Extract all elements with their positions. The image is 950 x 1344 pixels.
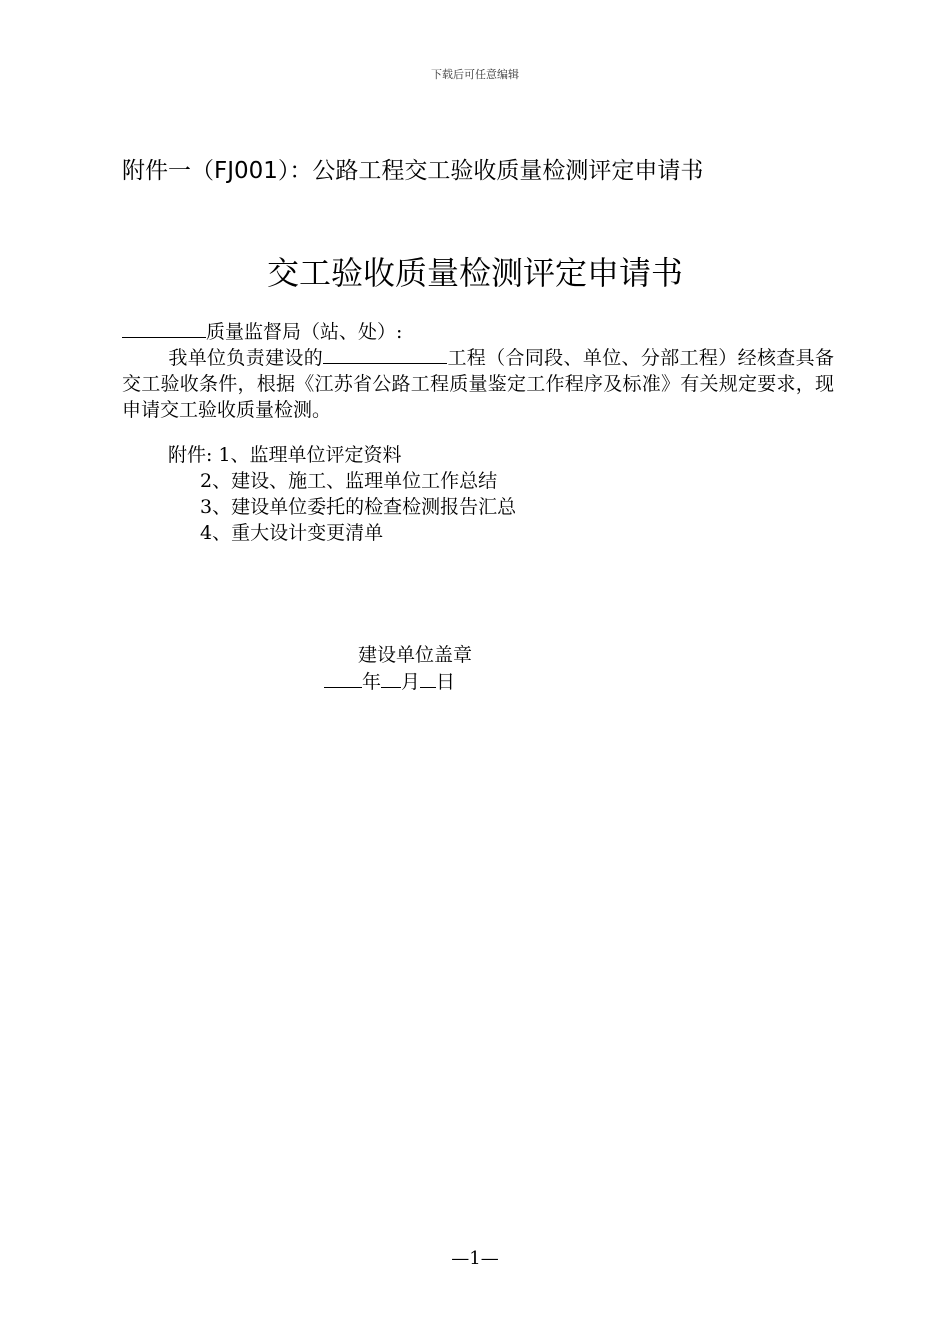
- project-name-blank[interactable]: [323, 344, 447, 364]
- attachment-item: 3、建设单位委托的检查检测报告汇总: [200, 496, 517, 518]
- day-label: 日: [436, 671, 456, 693]
- year-label: 年: [362, 671, 382, 693]
- attachments-heading: [168, 442, 402, 468]
- addressee-line: [122, 318, 402, 345]
- year-blank[interactable]: [324, 668, 362, 688]
- bureau-name-blank[interactable]: [122, 318, 206, 338]
- addressee-suffix: 质量监督局（站、处）:: [206, 321, 403, 343]
- attachment-item: 4、重大设计变更清单: [200, 522, 384, 544]
- attachments-label: 附件:: [168, 444, 213, 466]
- header-note: 下载后可任意编辑: [431, 68, 519, 81]
- application-paragraph: [122, 344, 834, 423]
- document-title: 交工验收质量检测评定申请书: [266, 254, 683, 292]
- attachment-item: 2、建设、施工、监理单位工作总结: [200, 470, 498, 492]
- month-blank[interactable]: [381, 668, 401, 688]
- attachment-item: 1、监理单位评定资料: [218, 444, 402, 466]
- page-number: —1—: [451, 1248, 499, 1269]
- seal-line: 建设单位盖章: [358, 644, 473, 666]
- month-label: 月: [401, 671, 421, 693]
- date-line: [324, 668, 455, 695]
- paragraph-part2: 工程（合同段、单位、分部工程）经核查具备交工验收条件，根据《江苏省公路工程质量鉴定工作程序及标准》有关规定要求，现申请交工验收质量检测。: [122, 347, 834, 421]
- day-blank[interactable]: [420, 668, 436, 688]
- paragraph-part1: 我单位负责建设的: [168, 347, 324, 369]
- annex-title: 附件一（FJ001）：公路工程交工验收质量检测评定申请书: [122, 158, 704, 184]
